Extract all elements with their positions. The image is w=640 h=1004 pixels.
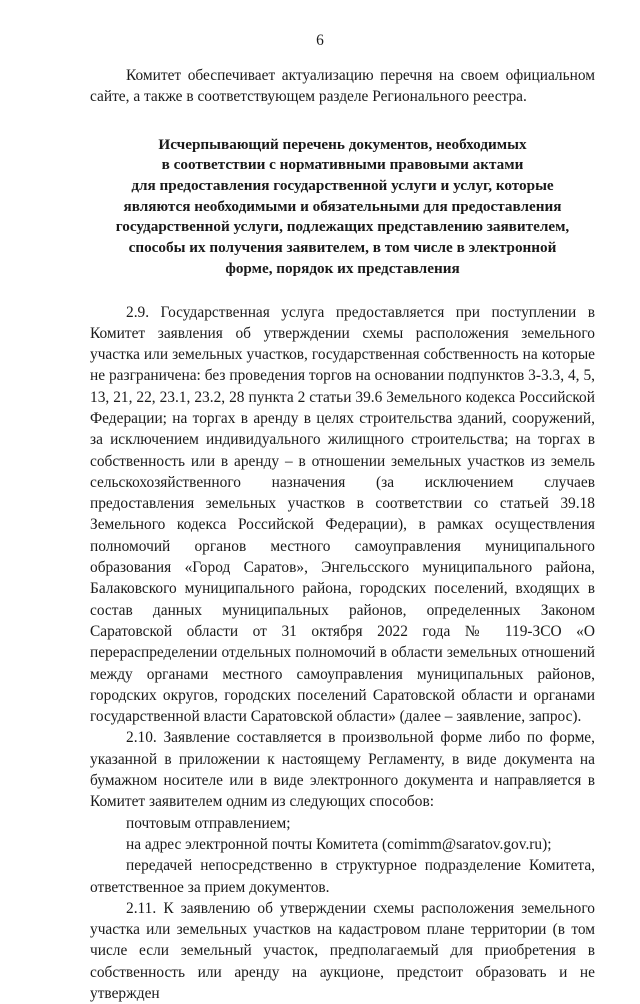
heading-line: являются необходимыми и обязательными для предоставления [123,197,562,215]
page-number: 6 [316,32,324,49]
heading-line: Исчерпывающий перечень документов, необходимых [158,135,527,153]
section-heading [90,135,595,280]
list-item-direct: передачей непосредственно в структурное подразделение Комитета, ответственное за прием документов. [90,857,595,896]
list-item-postal: почтовым отправлением; [126,814,291,832]
heading-line: форме, порядок их представления [225,259,460,277]
heading-line: способы их получения заявителем, в том числе в электронной [128,239,557,257]
paragraph-2-10: 2.10. Заявление составляется в произвольной форме либо по форме, указанной в приложении к настоящему Регламенту, в виде документа на бумажном носителе или в виде электронного документа и направляется в Комитет заявителем одним из следующих способов: [90,729,595,811]
paragraph-2-11: 2.11. К заявлению об утверждении схемы расположения земельного участка или земельных участков на кадастровом плане территории (в том числе если земельный участок, предполагаемый для приобретения в собственность или аренду на аукционе, предстоит образовать и не утвержден [90,899,595,1003]
intro-paragraph: Комитет обеспечивает актуализацию перечня на своем официальном сайте, а также в соответствующем разделе Регионального реестра. [90,67,595,106]
list-item-email: на адрес электронной почты Комитета (comimm@saratov.gov.ru); [126,835,552,853]
heading-line: для предоставления государственной услуги и услуг, которые [131,177,554,194]
heading-line: в соответствии с нормативными правовыми актами [161,156,524,174]
document-body [90,65,595,1004]
paragraph-2-9: 2.9. Государственная услуга предоставляется при поступлении в Комитет заявления об утверждении схемы расположения земельного участка или земельных участков, государственная собственность на которые не разграничена: без проведения торгов на основании подпунктов 3-3.3, 4, 5, 13, 21, 22, 23.1, 23.2, 28 пункта 2 статьи 39.6 Земельного кодекса Российской Федерации; на торгах в аренду в целях строительства зданий, сооружений, за исключением индивидуального жилищного строительства; на торгах в собственность или в аренду – в отношении земельных участков из земель сельскохозяйственного назначения (за исключением случаев предоставления земельных участков в соответствии со статьей 39.18 Земельного кодекса Российской Федерации), в рамках осуществления полномочий органов местного самоуправления муниципального образования «Город Саратов», Энгельсского муниципального района, Балаковского муниципального района, городских поселений, входящих в состав данных муниципальных районов, определенных Законом Саратовской области от 31 октября 2022 года № 119-ЗСО «О перераспределении отдельных полномочий в области земельных отношений между органами местного самоуправления муниципальных районов, городских округов, городских поселений Саратовской области и органами государственной власти Саратовской области» (далее – заявление, запрос). [90,303,595,726]
heading-line: государственной услуги, подлежащих представлению заявителем, [115,218,570,236]
